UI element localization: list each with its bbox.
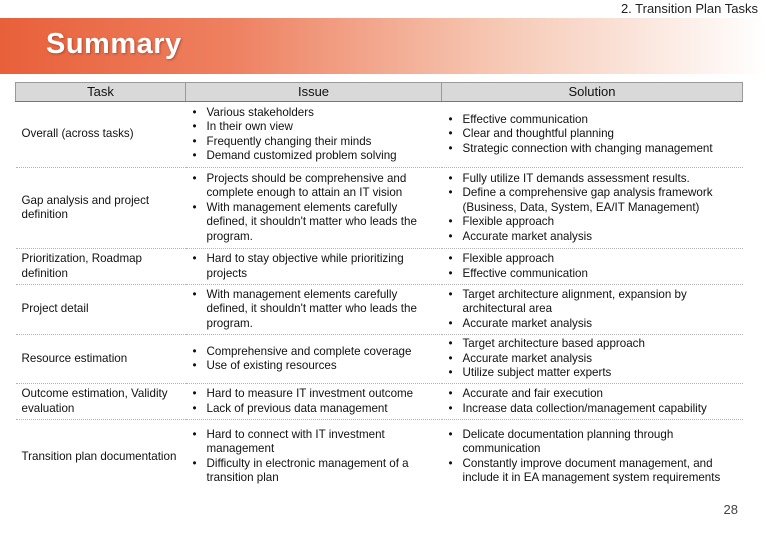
issue-cell — [186, 335, 442, 384]
list-item: • Target architecture alignment, expansion by architectural area — [448, 288, 739, 317]
solution-list — [448, 337, 739, 380]
issue-cell — [186, 249, 442, 285]
list-item: • Fully utilize IT demands assessment results. — [448, 172, 739, 186]
solution-list — [448, 288, 739, 331]
table-row — [16, 102, 743, 168]
list-item: • Accurate market analysis — [448, 230, 739, 244]
issue-cell — [186, 384, 442, 420]
column-header-task: Task — [16, 83, 186, 102]
list-item: • Constantly improve document management, and include it in EA management system requirements — [448, 457, 739, 486]
list-item: • Flexible approach — [448, 215, 739, 229]
issue-list — [192, 387, 438, 416]
task-cell: Outcome estimation, Validity evaluation — [16, 384, 186, 420]
solution-cell — [442, 335, 743, 384]
list-item: • Utilize subject matter experts — [448, 366, 739, 380]
list-item: • Target architecture based approach — [448, 337, 739, 351]
list-item: • With management elements carefully defined, it shouldn't matter who leads the program. — [192, 288, 438, 331]
list-item: • Clear and thoughtful planning — [448, 127, 739, 141]
summary-table — [15, 82, 743, 494]
list-item: • Strategic connection with changing management — [448, 142, 739, 156]
list-item: • Various stakeholders — [192, 106, 438, 120]
issue-list — [192, 172, 438, 244]
column-header-issue: Issue — [186, 83, 442, 102]
solution-cell — [442, 285, 743, 335]
page-number: 28 — [723, 502, 738, 517]
solution-cell — [442, 384, 743, 420]
list-item: • With management elements carefully defined, it shouldn't matter who leads the program. — [192, 201, 438, 244]
solution-list — [448, 172, 739, 244]
issue-list — [192, 106, 438, 164]
solution-cell — [442, 102, 743, 168]
issue-cell — [186, 102, 442, 168]
table-row — [16, 335, 743, 384]
solution-list — [448, 113, 739, 156]
page-title: Summary — [46, 28, 182, 60]
issue-list — [192, 345, 438, 374]
list-item: • Increase data collection/management capability — [448, 402, 739, 416]
list-item: • Lack of previous data management — [192, 402, 438, 416]
column-header-solution: Solution — [442, 83, 743, 102]
list-item: • Flexible approach — [448, 252, 739, 266]
list-item: • Accurate market analysis — [448, 317, 739, 331]
solution-list — [448, 428, 739, 486]
task-cell: Project detail — [16, 285, 186, 335]
issue-list — [192, 428, 438, 486]
table-row — [16, 168, 743, 249]
issue-cell — [186, 420, 442, 494]
solution-cell — [442, 420, 743, 494]
list-item: • Accurate and fair execution — [448, 387, 739, 401]
table-row — [16, 420, 743, 494]
table-row — [16, 249, 743, 285]
table-row — [16, 384, 743, 420]
list-item: • Demand customized problem solving — [192, 149, 438, 163]
list-item: • Hard to connect with IT investment management — [192, 428, 438, 457]
section-label: 2. Transition Plan Tasks — [620, 1, 758, 16]
list-item: • Comprehensive and complete coverage — [192, 345, 438, 359]
table-row — [16, 285, 743, 335]
issue-list — [192, 252, 438, 281]
list-item: • Accurate market analysis — [448, 352, 739, 366]
list-item: • Define a comprehensive gap analysis framework (Business, Data, System, EA/IT Management) — [448, 186, 739, 215]
solution-list — [448, 387, 739, 416]
list-item: • Use of existing resources — [192, 359, 438, 373]
issue-list — [192, 288, 438, 331]
list-item: • Hard to measure IT investment outcome — [192, 387, 438, 401]
list-item: • Effective communication — [448, 267, 739, 281]
task-cell: Transition plan documentation — [21, 449, 177, 463]
solution-cell — [442, 168, 743, 249]
task-cell: Overall (across tasks) — [16, 102, 186, 168]
issue-cell — [186, 168, 442, 249]
task-cell: Resource estimation — [16, 335, 186, 384]
list-item: • Hard to stay objective while prioritizing projects — [192, 252, 438, 281]
issue-cell — [186, 285, 442, 335]
solution-cell — [442, 249, 743, 285]
solution-list — [448, 252, 739, 281]
list-item: • Delicate documentation planning through communication — [448, 428, 739, 457]
list-item: • Difficulty in electronic management of a transition plan — [192, 457, 438, 486]
task-cell: Gap analysis and project definition — [16, 168, 186, 249]
task-cell: Prioritization, Roadmap definition — [16, 249, 186, 285]
table-header-row — [16, 83, 743, 102]
list-item: • Frequently changing their minds — [192, 135, 438, 149]
list-item: • In their own view — [192, 120, 438, 134]
list-item: • Projects should be comprehensive and complete enough to attain an IT vision — [192, 172, 438, 201]
list-item: • Effective communication — [448, 113, 739, 127]
